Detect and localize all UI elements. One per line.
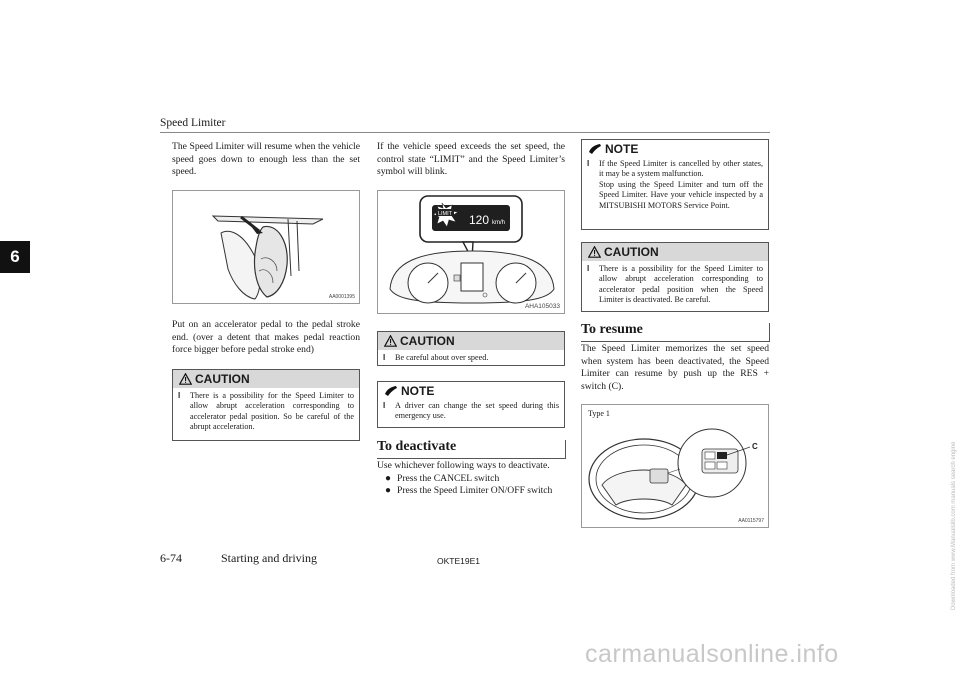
note-header [378,382,564,400]
steering-wheel-figure [581,404,769,528]
list-item: ● Press the CANCEL switch [385,472,500,484]
section-title-deactivate: To deactivate [377,439,457,454]
caution-title: CAUTION [195,372,250,386]
instrument-cluster-illustration [378,191,565,314]
col1-body-text: Put on an accelerator pedal to the pedal stroke end. (over a detent that makes pedal reaction force bigger before pedal stroke end) [172,319,360,356]
figure-code: AA0115797 [738,518,764,524]
note-title: NOTE [401,384,435,398]
col1-caution-box [172,369,360,441]
caution-title: CAUTION [604,245,659,259]
caution-header [378,332,564,350]
col3-caution-box [581,242,769,312]
section-rule [565,440,566,459]
page-header-title: Speed Limiter [160,117,226,129]
resume-text: The Speed Limiter memorizes the set speed when system has been deactivated, the Speed Limiter can resume by push up the RES + switch (C). [581,343,769,392]
limit-label: LIMIT [437,211,453,217]
bullet-icon: ● [385,485,392,497]
bullet-icon: ● [385,472,392,484]
figure-code: AHA105033 [524,303,560,310]
page-number: 6-74 [160,551,182,565]
steering-wheel-illustration [582,405,769,528]
note-title: NOTE [605,142,639,156]
header-rule [160,132,770,133]
list-item: ● Press the Speed Limiter ON/OFF switch [385,485,553,497]
callout-label: C [752,442,758,451]
col2-intro-text: If the vehicle speed exceeds the set speed, the control state “LIMIT” and the Speed Limiter’s symbol will blink. [377,141,565,178]
col2-caution-box [377,331,565,366]
figure-type-label: Type 1 [588,409,610,418]
note-header [582,140,768,158]
site-watermark: carmanualsonline.info [585,640,839,668]
warning-triangle-icon [179,373,192,385]
warning-triangle-icon [384,335,397,347]
note-text-line2: Stop using the Speed Limiter and turn off the Speed Limiter. Have your vehicle inspected by a MITSUBISHI MOTORS Service Point. [599,179,763,210]
footer-section-title: Starting and driving [221,551,317,565]
caution-text: Be careful about over speed. [395,353,489,362]
side-watermark: Downloaded from www.Manualslib.com manuals search engine [951,441,957,610]
bullet-icon: l [178,391,181,400]
limit-unit: km/h [492,220,506,226]
bullet-icon: l [587,264,590,273]
note-text-line1: If the Speed Limiter is cancelled by other states, it may be a system malfunction. [599,159,763,179]
bullet-icon: l [383,401,386,410]
caution-header [582,243,768,261]
section-title-resume: To resume [581,322,643,337]
note-text: A driver can change the set speed during this emergency use. [395,401,559,421]
warning-triangle-icon [588,246,601,258]
accelerator-pedal-illustration [173,191,360,304]
caution-text: There is a possibility for the Speed Limiter to allow abrupt acceleration corresponding to accelerator pedal position. So be careful of the abrupt acceleration. [190,391,354,432]
manual-code: OKTE19E1 [437,556,480,566]
col1-intro-text: The Speed Limiter will resume when the vehicle speed goes down to enough less than the set speed. [172,141,360,178]
section-rule [581,341,769,342]
caution-text: There is a possibility for the Speed Limiter to allow abrupt acceleration corresponding to accelerator pedal position when the Speed Limiter is deactivated. Be careful. [599,264,763,305]
caution-header [173,370,359,388]
chapter-tab[interactable]: 6 [0,241,30,273]
note-pencil-icon [588,143,602,155]
figure-code: AA0001395 [328,294,355,300]
col2-note-box [377,381,565,428]
limit-speed: 120 [468,213,489,227]
deactivate-list [377,460,569,498]
caution-title: CAUTION [400,334,455,348]
note-pencil-icon [384,385,398,397]
section-rule [769,323,770,342]
accelerator-pedal-figure [172,190,360,304]
meter-display-figure [377,190,565,314]
bullet-icon: l [587,159,590,168]
section-rule [377,458,565,459]
deactivate-intro: Use whichever following ways to deactivate. [377,460,550,471]
bullet-icon: l [383,353,386,362]
col3-note-box [581,139,769,230]
